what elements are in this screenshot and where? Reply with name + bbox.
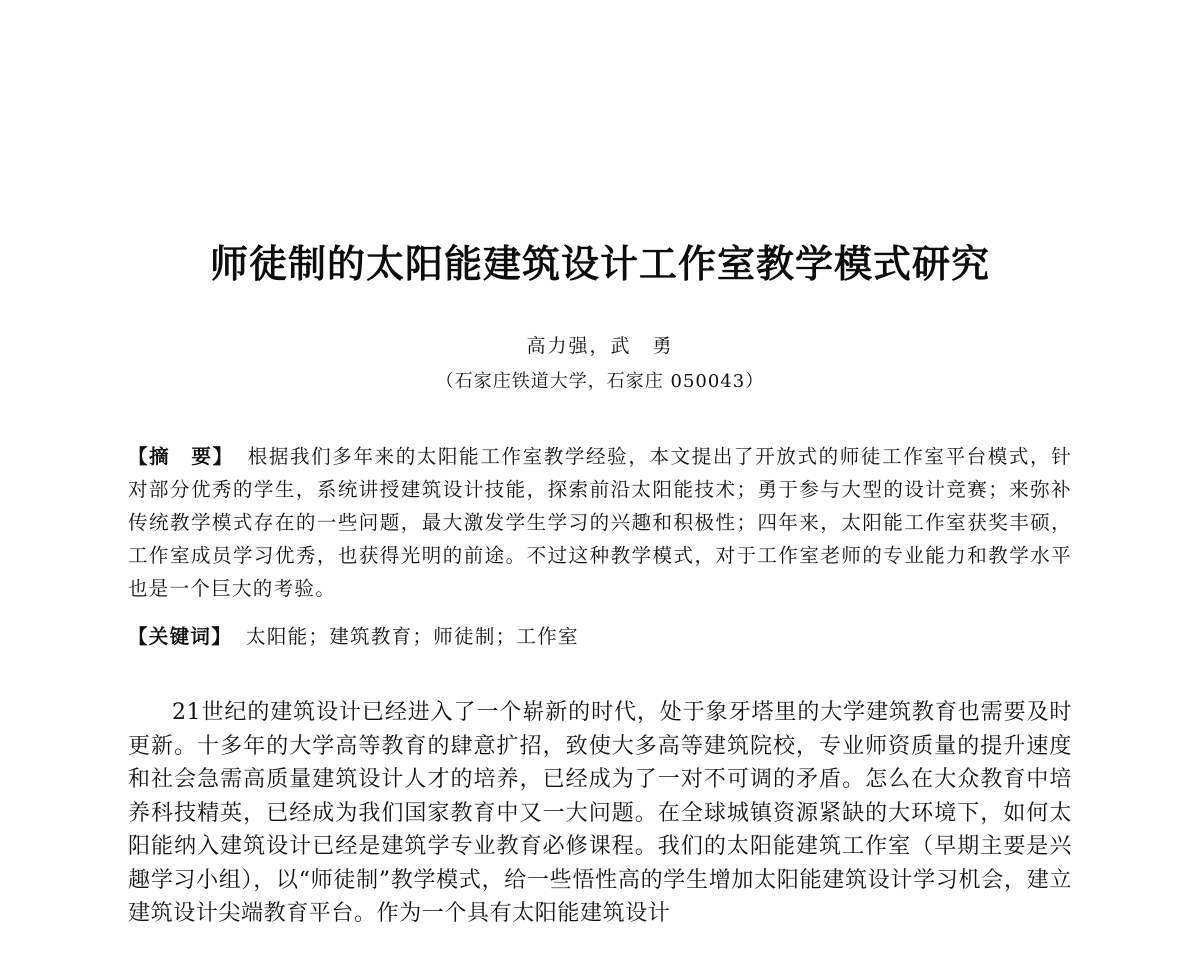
body-paragraph: 21世纪的建筑设计已经进入了一个崭新的时代，处于象牙塔里的大学建筑教育也需要及时更新。十多年的大学高等教育的肆意扩招，致使大多高等建筑院校，专业师资质量的提升速度和社会急需高质量建筑设计人才的培养，已经成为了一对不可调的矛盾。怎么在大众教育中培养科技精英，已经成为我们国家教育中又一大问题。在全球城镇资源紧缺的大环境下，如何太阳能纳入建筑设计已经是建筑学专业教育必修课程。我们的太阳能建筑工作室（早期主要是兴趣学习小组），以“师徒制”教学模式，给一些悟性高的学生增加太阳能建筑设计学习机会，建立建筑设计尖端教育平台。作为一个具有太阳能建筑设计 xyxy=(128,700,1072,926)
paper-authors: 高力强，武 勇 xyxy=(526,335,674,357)
keywords-section xyxy=(128,620,1072,653)
keywords-label: 【关键词】 xyxy=(128,625,233,648)
abstract-label: 【摘 要】 xyxy=(128,445,234,468)
abstract-section xyxy=(128,440,1072,605)
paper-title: 师徒制的太阳能建筑设计工作室教学模式研究 xyxy=(209,242,990,286)
author-affiliation: （石家庄铁道大学，石家庄 050043） xyxy=(435,371,765,392)
abstract-text: 根据我们多年来的太阳能工作室教学经验，本文提出了开放式的师徒工作室平台模式，针对部分优秀的学生，系统讲授建筑设计技能，探索前沿太阳能技术；勇于参与大型的设计竞赛；来弥补传统教学模式存在的一些问题，最大激发学生学习的兴趣和积极性；四年来，太阳能工作室获奖丰硕，工作室成员学习优秀，也获得光明的前途。不过这种教学模式，对于工作室老师的专业能力和教学水平也是一个巨大的考验。 xyxy=(128,445,1072,600)
keywords-text: 太阳能；建筑教育；师徒制；工作室 xyxy=(246,625,579,648)
